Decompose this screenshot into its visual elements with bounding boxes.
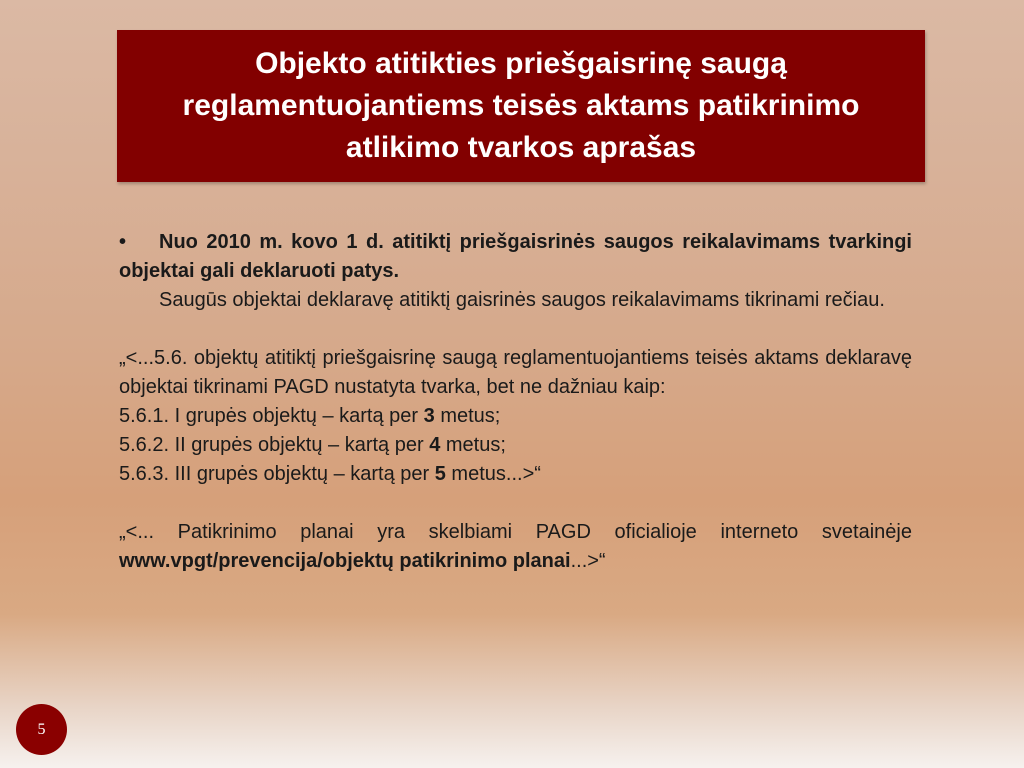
quote-item xyxy=(119,402,912,431)
plans-link: www.vpgt/prevencija/objektų patikrinimo planai xyxy=(119,550,571,572)
title-banner xyxy=(117,30,925,182)
quote-item-text: 5.6.2. II grupės objektų – kartą per xyxy=(119,434,430,456)
spacer xyxy=(119,489,912,518)
quote-item xyxy=(119,460,912,489)
slide-title: Objekto atitikties priešgaisrinę saugą reglamentuojantiems teisės aktams patikrinimo atlikimo tvarkos aprašas xyxy=(182,47,860,164)
quote-item-years: 4 xyxy=(429,434,441,456)
quote-plans-text: „<... Patikrinimo planai yra skelbiami PAGD oficialioje interneto svetainėje xyxy=(119,521,912,543)
bullet-paragraph xyxy=(119,228,912,286)
quote-intro: „<...5.6. objektų atitiktį priešgaisrinę saugą reglamentuojantiems teisės aktams deklaravę objektai tikrinami PAGD nustatyta tvarka, bet ne dažniau kaip: xyxy=(119,347,912,398)
quote-plans-suffix: ...>“ xyxy=(570,550,606,572)
quote-plans xyxy=(119,518,912,576)
quote-item-suffix: metus...>“ xyxy=(445,463,541,485)
bullet-icon: • xyxy=(119,231,127,253)
quote-item-suffix: metus; xyxy=(434,405,501,427)
page-number: 5 xyxy=(37,720,46,738)
quote-item-text: 5.6.3. III grupės objektų – kartą per xyxy=(119,463,435,485)
quote-item-years: 5 xyxy=(434,463,446,485)
page-number-badge xyxy=(16,704,67,755)
spacer xyxy=(119,315,912,344)
quote-item-years: 3 xyxy=(423,405,435,427)
quote-item xyxy=(119,431,912,460)
paragraph-safe-objects: Saugūs objektai deklaravę atitiktį gaisrinės saugos reikalavimams tikrinami rečiau. xyxy=(159,289,885,311)
quote-item-text: 5.6.1. I grupės objektų – kartą per xyxy=(119,405,424,427)
bullet-text: Nuo 2010 m. kovo 1 d. atitiktį priešgaisrinės saugos reikalavimams tvarkingi objektai gali deklaruoti patys. xyxy=(119,231,912,282)
quote-item-suffix: metus; xyxy=(440,434,506,456)
slide-body xyxy=(119,228,912,576)
